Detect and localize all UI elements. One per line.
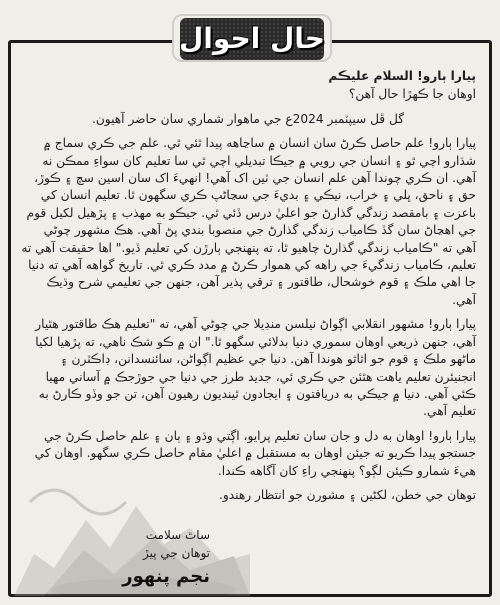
letter-body <box>20 68 476 511</box>
paragraph-intro: گل ڦل سيپٽمبر 2024ع جي ماهوار شماري سان حاضر آهيون. <box>91 111 405 126</box>
page-title: حال احوال <box>179 21 325 55</box>
salutation: پيارا ٻارو! السلام عليڪم <box>328 69 476 83</box>
paragraph-mandela-quote: پيارا ٻارو! مشهور انقلابي اڳواڻ نيلسن منڊيلا جي چوڻي آهي، ته "تعليم هڪ طاقتور هٿيار آهي، جنهن ذريعي اوهان سموري دنيا بدلائي سگهو ٿا." ان ۾ ڪو شڪ ناهي، ته پڙهيا لکيا ماڻهو ملڪ ۽ قوم جو اثاثو هوندا آهن. دنيا جي عظيم اڳواڻن، سائنسدانن، ڊاڪٽرن ۽ انجنيئرن تعليم ياهت هٿئن جي ڪري ئي، جديد طرز جي دنيا جي جوڙجڪ ۾ آساني مهيا ڪئي آهي. دنيا ۾ جيڪي به دريافتون ۽ ايجادون ٿينديون رهيون آهن، تن جو وڏو ڪارڻ به تعليم آهي. <box>35 317 476 419</box>
signature: نجم پنهور <box>122 566 210 587</box>
paragraph-closing: توهان جي خطن، لکڻين ۽ مشورن جو انتظار رهندو. <box>219 487 476 502</box>
signoff-line-2: توهان جي پيڙ <box>143 546 210 560</box>
paragraph-education: پيارا ٻارو! علم حاصل ڪرڻ سان انسان ۾ ساڃاهه پيدا ٿئي ٿي. علم جي ڪري سماج ۾ شڌارو اچي ٿو ۽ انسان جي رويي ۾ جيڪا تبديلي اچي ٿي سا تعليم کان سواءِ ممڪن نه آهي. ان ڪري چوندا آهن علم انسان جي ٽين اک آهي! انهيءَ اک سان اسين سچ ۽ ڪوڙ، حق ۽ ناحق، ڀلي ۽ خراب، نيڪي ۽ بديءَ جي سڃاڻپ ڪري سگهون ٿا. تعليم انسان کي باعزت ۽ بامقصد زندگي گذارڻ جو اعليٰ درس ڏئي ٿي. جيڪو به مهذب ۽ پڙهيل لکيل قوم جي اهڃاڻ سان گڏ ڪامياب زندگي گذارڻ جي منصوبا بندي پڻ آهي. هڪ مشهور چوڻي آهي ته "ڪامياب زندگي گذارڻ چاهيو ٿا، ته پنهنجي ٻارڙن کي تعليم ڏيو." اها حقيقت آهي ته تعليم، ڪامياب زندگيءَ جي راهه کي هموار ڪرڻ ۾ مدد ڪري ٿي. تاريخ گواهه آهي ته دنيا جا اهي ملڪ ۽ قوم خوشحال، طاقتور ۽ ترقي پذير آهن، جنهن جي تعليمي شرح وڌيڪ آهي. <box>21 136 476 307</box>
signoff <box>60 526 210 562</box>
paragraph-advice: پيارا ٻارو! اوهان به دل و جان سان تعليم پرايو، اڳتي وڌو ۽ ٻان ۽ علم حاصل ڪرڻ جي جستجو پيدا ڪريو ته جيئن اوهان به مستقبل ۾ اعليٰ مقام حاصل ڪري سگهو. اوهان کي هيءَ شمارو ڪيئن لڳو؟ پنهنجي راءِ کان آگاهه ڪندا. <box>34 428 476 478</box>
greeting-question: اوهان جا ڪهڙا حال آهن؟ <box>348 87 476 102</box>
signoff-line-1: ساٿ سلامت <box>145 528 210 542</box>
